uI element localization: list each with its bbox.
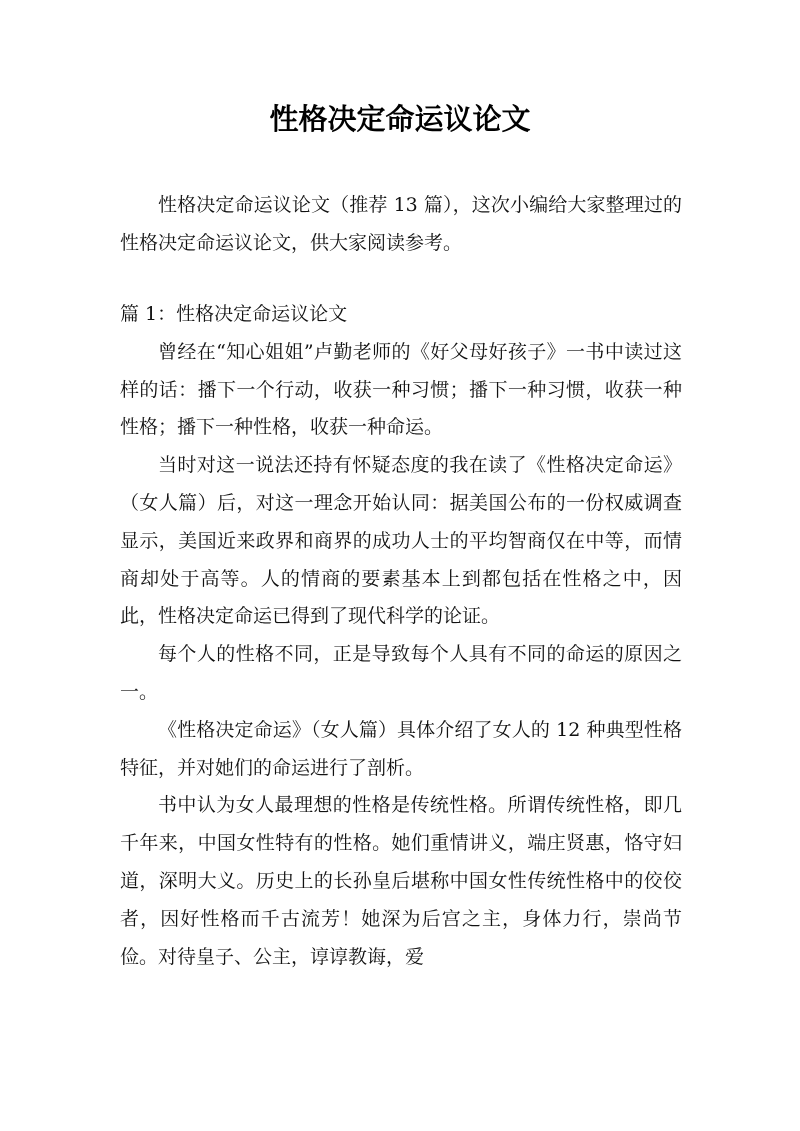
body-paragraph: 每个人的性格不同，正是导致每个人具有不同的命运的原因之一。 <box>120 643 682 703</box>
document-title: 性格决定命运议论文 <box>269 102 531 136</box>
article-body <box>120 296 682 976</box>
body-paragraph: 书中认为女人最理想的性格是传统性格。所谓传统性格，即几千年来，中国女性特有的性格。她们重情讲义，端庄贤惠，恪守妇道，深明大义。历史上的长孙皇后堪称中国女性传统性格中的佼佼者，因好性格而千古流芳！她深为后宫之主，身体力行，崇尚节俭。对待皇子、公主，谆谆教诲，爱 <box>120 794 682 968</box>
section-heading: 篇 1：性格决定命运议论文 <box>120 303 348 325</box>
body-paragraph: 曾经在“知心姐姐”卢勤老师的《好父母好孩子》一书中读过这样的话：播下一个行动，收获一种习惯；播下一种习惯，收获一种性格；播下一种性格，收获一种命运。 <box>120 340 682 439</box>
body-paragraph: 《性格决定命运》（女人篇）具体介绍了女人的 12 种典型性格特征，并对她们的命运进行了剖析。 <box>120 718 682 779</box>
body-paragraph: 当时对这一说法还持有怀疑态度的我在读了《性格决定命运》（女人篇）后，对这一理念开始认同：据美国公布的一份权威调查显示，美国近来政界和商界的成功人士的平均智商仅在中等，而情商却处于高等。人的情商的要素基本上到都包括在性格之中，因此，性格决定命运已得到了现代科学的论证。 <box>120 454 682 628</box>
intro-block <box>120 187 682 263</box>
intro-paragraph: 性格决定命运议论文（推荐 13 篇），这次小编给大家整理过的性格决定命运议论文，供大家阅读参考。 <box>120 194 682 254</box>
